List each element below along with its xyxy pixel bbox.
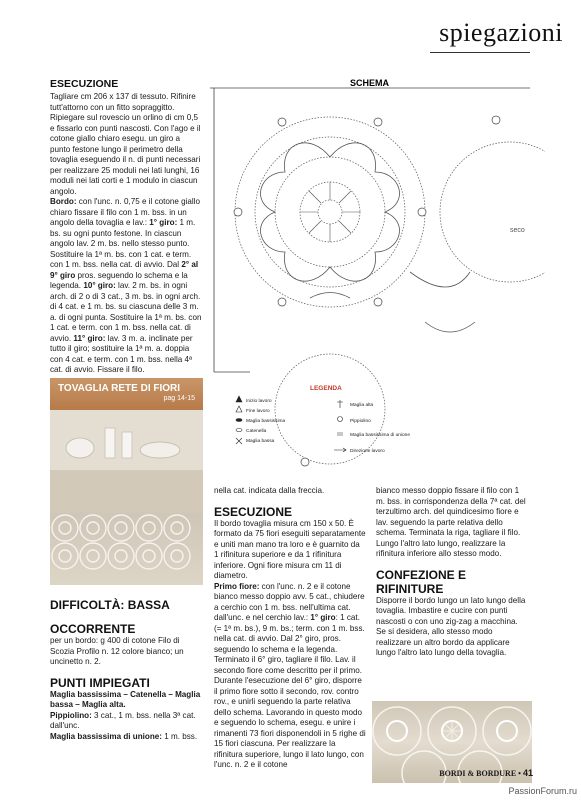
project-title-box [50, 378, 203, 410]
bordo-text-1: con l'unc. n. 0,75 e il cotone giallo chiaro fissare il filo con 1 m. bss. in un angolo della tovaglia e lav.: [50, 197, 201, 227]
legend-left-0: Inizio lavoro [246, 399, 272, 404]
left-column [50, 78, 202, 376]
unione-label: Maglia bassissima di unione: [50, 731, 162, 741]
esecuzione-heading: ESECUZIONE [50, 78, 119, 90]
confezione-heading: CONFEZIONE E RIFINITURE [376, 567, 467, 596]
bordo-text-3: pros. seguendo lo schema e la legenda. [50, 270, 188, 290]
pippiolino-label: Pippiolino: [50, 710, 92, 720]
schema-title: SCHEMA [350, 78, 390, 88]
legend-right-3: Direzione lavoro [350, 449, 385, 454]
section-title: spiegazioni [439, 18, 563, 47]
legend-left-4: Maglia bassa [246, 439, 275, 444]
project-title: TOVAGLIA RETE DI FIORI [58, 383, 181, 394]
difficulty-label: DIFFICOLTÀ: BASSA [50, 598, 170, 612]
giro2-label: 2° al 9° giro [50, 260, 199, 280]
project-details [50, 598, 205, 742]
punti-list: Maglia bassissima – Catenella – Maglia bassa – Maglia alta. [50, 689, 201, 709]
legend-left-1: Fine lavoro [246, 409, 270, 414]
middle-text-1: Il bordo tovaglia misura cm 150 x 50. È formato da 75 fiori eseguiti separatamente e uniti man mano tra loro e è guarnito da 1 rifinitura superiore e da 1 rifinitura inferiore. Ogni fiore misura cm 11 di diametro. [214, 518, 366, 580]
schema-diagram [210, 72, 545, 482]
middle-text-3: : 1 cat. (= 1ª m. bs.), 9 m. bs.; term. con 1 m. bss. nella cat. di avvio. Dal 2° giro, pros. seguendo lo schema e la legenda. Terminato il 6° giro, tagliare il filo. Lav. il secondo fiore come descritto per il primo. Durante l'esecuzione del 6° giro, disporre il primo fiore sotto il secondo, rov. contro rov., e unirli seguendo la parte relativa dello schema. Lavorando in questo modo e seguendo lo schema, esegu. e unire i rimanenti 73 fiori disponendoli in 5 righe di 15 fiori ciascuna. Per realizzare la rifinitura superiore, lungo il lato lungo, con l'unc. n. 2 e il cotone [214, 613, 366, 769]
footer-separator: • [518, 769, 521, 778]
middle-text-2a: con l'unc. n. 2 e il cotone bianco messo doppio avv. 5 cat., chiudere a cerchio con 1 m. bss. nell'ultima cat. dall'unc. e nel cerchio lav.: [214, 581, 365, 622]
header-rule [430, 52, 530, 53]
tablecloth-photo [50, 410, 203, 585]
pippiolino-text: 3 cat., 1 m. bss. nella 3ª cat. dall'unc. [50, 710, 196, 730]
project-pages: pag 14-15 [163, 395, 195, 402]
punti-heading: PUNTI IMPIEGATI [50, 675, 150, 690]
occorrente-text: per un bordo: g 400 di cotone Filo di Scozia Profilo n. 12 colore bianco; un uncinetto n. 2. [50, 636, 184, 666]
middle-text-2 [214, 582, 366, 771]
page-footer [439, 768, 533, 778]
crochet-schema [210, 72, 545, 482]
unione-text: 1 m. bss. [162, 731, 198, 741]
page-number: 41 [522, 768, 533, 778]
middle-column [214, 486, 366, 771]
legend-left-2: Maglia bassissima [246, 419, 286, 424]
right-text-2: Disporre il bordo lungo un lato lungo della tovaglia. Imbastire e cucire con punti nascosti o con uno zig-zag a macchina. Se si desidera, allo stesso modo realizzare un altro bordo da applicare lungo l'altro lato lungo della tovaglia. [376, 595, 526, 657]
tablecloth-photo-illustration [50, 410, 203, 585]
legend-title: LEGENDA [310, 385, 342, 392]
primo-fiore-label: Primo fiore: [214, 581, 260, 591]
esecuzione-heading-2: ESECUZIONE [214, 504, 293, 519]
bordo-text [50, 197, 202, 376]
bordo-text-2: 1 m. bs. su ogni punto festone. In ciascun angolo lav. 2 m. bs. nello stesso punto. Sostituire la 1ª m. bs. con 1 cat. e term. con 1 m. bss. nella cat. di avvio. Dal [50, 218, 196, 269]
giro1-label: 1° giro: [149, 218, 178, 227]
legend-right-1: Pippiolino [350, 419, 371, 424]
right-text-1: bianco messo doppio fissare il filo con 1 m. bss. in corrispondenza della 7ª cat. del terzultimo arch. del quindicesimo fiore e lav. seguendo la parte relativa dello schema. Terminata la riga, tagliare il filo. Lungo l'altro lato lungo, realizzare la rifinitura inferiore allo stesso modo. [376, 486, 526, 558]
bordo-text-4: lav. 2 m. bs. in ogni arch. di 2 o di 3 cat., 3 m. bs. in ogni arch. di 4 cat. e 1 m. bs. su ciascuna delle 3 m. a. di ogni punta. Sostituire la 1ª m. bs. con 1 cat. e term. con 1 m. bss. nella cat. di avvio. [50, 281, 202, 343]
legend-left-3: Catenella [246, 429, 267, 434]
giro1-label-2: 1° giro [310, 613, 336, 622]
punti-text [50, 690, 205, 743]
legend-right-0: Maglia alta [350, 403, 374, 408]
bordo-label: Bordo: [50, 197, 77, 206]
giro11-label: 11° giro: [73, 333, 106, 343]
right-column [376, 486, 528, 659]
magazine-name: BORDI & BORDURE [439, 769, 517, 778]
watermark: PassionForum.ru [508, 786, 577, 796]
giro10-label: 10° giro: [83, 281, 116, 290]
schema-side-label: seco [510, 227, 525, 234]
occorrente-heading: OCCORRENTE [50, 622, 136, 636]
middle-intro: nella cat. indicata dalla freccia. [214, 486, 325, 495]
bordo-text-5: lav. 3 m. a. inclinate per tutto il giro; sostituire la 1ª m. a. doppia con 4 cat. e term. con 1 m. bss. nella 4ª cat. di avvio. Fissare il filo. [50, 333, 193, 374]
legend [236, 385, 410, 454]
esecuzione-text: Tagliare cm 206 x 137 di tessuto. Rifinire tutt'attorno con un fitto sopraggitto. Ripiegare sul rovescio un orlino di cm 0,5 e fissarlo con punti nascosti. Con l'ago e il cotone giallo chiaro esegu. un giro a punto festone lungo il perimetro della tovaglia eseguendo il n. di punti necessari per realizzare 25 moduli nei lati lunghi, 16 moduli nei lati corti e 1 modulo in ciascun angolo. [50, 92, 201, 196]
legend-right-2: Maglia bassissima di unione [350, 433, 410, 438]
